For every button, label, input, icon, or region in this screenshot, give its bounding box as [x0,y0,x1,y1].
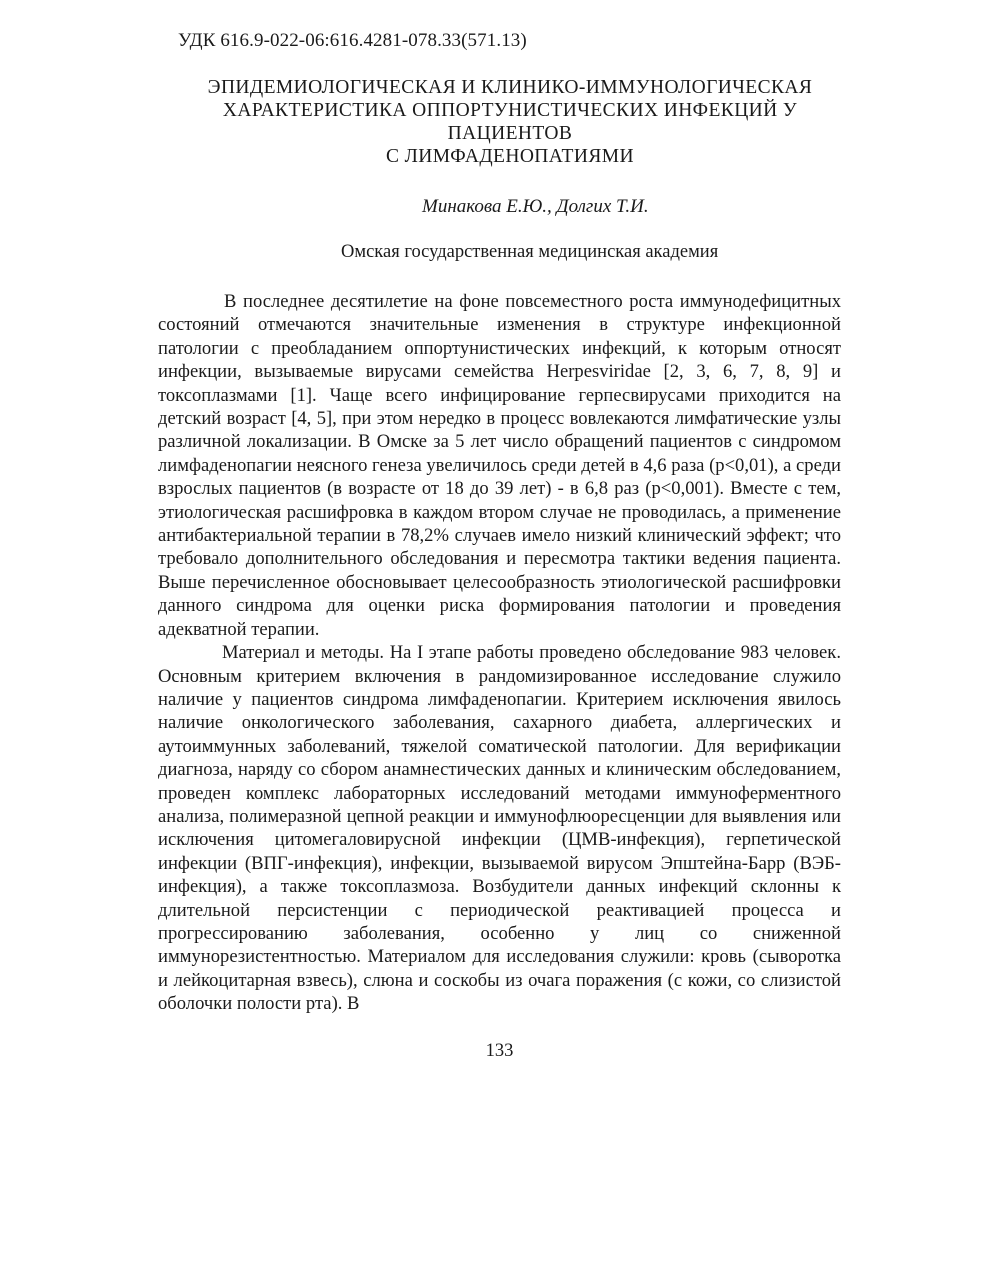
title-line: ЭПИДЕМИОЛОГИЧЕСКАЯ И КЛИНИКО-ИММУНОЛОГИЧЕСКАЯ [207,77,813,98]
udk-code: УДК 616.9-022-06:616.4281-078.33(571.13) [178,30,527,51]
title-line: С ЛИМФАДЕНОПАТИЯМИ [386,146,634,167]
title-line: ХАРАКТЕРИСТИКА ОППОРТУНИСТИЧЕСКИХ ИНФЕКЦИЙ У [222,100,798,121]
paragraph-introduction: В последнее десятилетие на фоне повсеместного роста иммунодефицитных состояний отмечаются значительные изменения в структуре инфекционной патологии с преобладанием оппортунистических инфекций, к которым относят инфекции, вызываемые вирусами семейства Herpesviridae [2, 3, 6, 7, 8, 9] и токсоплазмами [1]. Чаще всего инфицирование герпесвирусами приходится на детский возраст [4, 5], при этом нередко в процесс вовлекаются лимфатические узлы различной локализации. В Омске за 5 лет число обращений пациентов с синдромом лимфаденопагии неясного генеза увеличилось среди детей в 4,6 раза (p<0,01), а среди взрослых пациентов (в возрасте от 18 до 39 лет) - в 6,8 раз (p<0,001). Вместе с тем, этиологическая расшифровка в каждом втором случае не проводилась, а применение антибактериальной терапии в 78,2% случаев имело низкий клинический эффект; что требовало дополнительного обследования и пересмотра тактики ведения пациента. Выше перечисленное обосновывает целесообразность этиологической расшифровки данного синдрома для оценки риска формирования патологии и проведения адекватной терапии. [158,291,841,640]
article-body [158,290,841,1016]
title-line: ПАЦИЕНТОВ [447,123,573,144]
article-title [150,76,870,168]
page-number: 133 [485,1041,514,1061]
paragraph-methods: Материал и методы. На I этапе работы проведено обследование 983 человек. Основным критерием включения в рандомизированное исследование служило наличие у пациентов синдрома лимфаденопагии. Критерием исключения явилось наличие онкологического заболевания, сахарного диабета, аллергических и аутоиммунных заболеваний, тяжелой соматической патологии. Для верификации диагноза, наряду со сбором анамнестических данных и клиническим обследованием, проведен комплекс лабораторных исследований методами иммуноферментного анализа, полимеразной цепной реакции и иммунофлюоресценции для выявления или исключения цитомегаловирусной инфекции (ЦМВ-инфекция), герпетической инфекции (ВПГ-инфекция), инфекции, вызываемой вирусом Эпштейна-Барр (ВЭБ-инфекция), а также токсоплазмоза. Возбудители данных инфекций склонны к длительной персистенции с периодической реактивацией процесса и прогрессированию заболевания, особенно у лиц со сниженной иммунорезистентностью. Материалом для исследования служили: кровь (сыворотка и лейкоцитарная взвесь), слюна и соскобы из очага поражения (с кожи, со слизистой оболочки полости рта). В [158,642,841,1015]
authors: Минакова Е.Ю., Долгих Т.И. [422,196,649,217]
affiliation: Омская государственная медицинская академия [341,242,719,262]
